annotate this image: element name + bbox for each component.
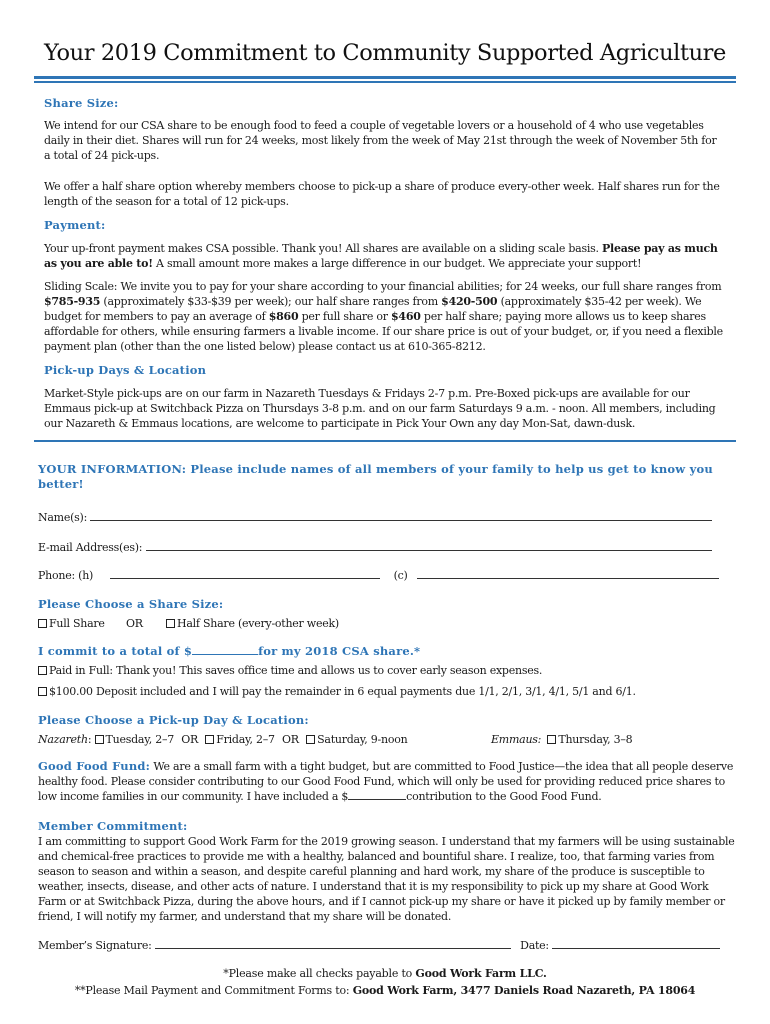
thursday-checkbox[interactable] bbox=[547, 735, 556, 744]
emmaus-label: Emmaus: bbox=[491, 733, 542, 746]
pickup-choice-row: Nazareth: Tuesday, 2–7 OR Friday, 2–7 OR Saturday, 9-noon bbox=[38, 733, 408, 746]
date-field[interactable] bbox=[552, 938, 720, 949]
phone-home-field[interactable] bbox=[110, 568, 380, 579]
share-size-text-1: We intend for our CSA share to be enough food to feed a couple of vegetable lovers or a household of 4 who use vegetables daily in their diet. Shares will run for 24 weeks, most likely from the week of May 21st through the week of November 5th for a total of 24 pick-ups. bbox=[44, 119, 717, 162]
pickup-or-2: OR bbox=[282, 733, 299, 746]
saturday-checkbox[interactable] bbox=[306, 735, 315, 744]
names-label: Name(s): bbox=[38, 511, 88, 524]
phone-row bbox=[38, 568, 719, 582]
email-field[interactable] bbox=[146, 540, 712, 551]
nazareth-label: Nazareth bbox=[38, 733, 88, 746]
emmaus-row bbox=[491, 733, 632, 746]
phone-home-label: Phone: (h) bbox=[38, 569, 94, 582]
paid-in-full-label: Paid in Full: Thank you! This saves office time and allows us to cover early season expenses. bbox=[49, 664, 543, 677]
payment-text-1: Your up-front payment makes CSA possible. Thank you! All shares are available on a sliding scale basis. Please pay as much as you are able to! A small amount more makes a large difference in our budget. We appreciate your support! bbox=[44, 242, 718, 270]
phone-cell-label: (c) bbox=[393, 569, 408, 582]
commit-heading: I commit to a total of $ for my 2018 CSA share.* bbox=[38, 644, 421, 658]
payment-heading: Payment: bbox=[44, 218, 106, 232]
your-info-heading: YOUR INFORMATION: Please include names of all members of your family to help us get to know you better! bbox=[38, 462, 713, 491]
good-food-heading: Good Food Fund: bbox=[38, 759, 151, 773]
deposit-label: $100.00 Deposit included and I will pay the remainder in 6 equal payments due 1/1, 2/1, 3/1, 4/1, 5/1 and 6/1. bbox=[49, 685, 636, 698]
deposit-row bbox=[38, 685, 636, 698]
member-text: I am committing to support Good Work Farm for the 2019 growing season. I understand that my farmers will be using sustainable and chemical-free practices to provide me with a healthy, balanced and bountiful share. I realize, too, that farming varies from season to season and within a season, and despite careful planning and hard work, my share of the produce is susceptible to weather, insects, disease, and other acts of nature. I understand that it is my responsibility to pick up my share at Good Work Farm or at Switchback Pizza, during the above hours, and if I cannot pick-up my share or have it picked up by family member or friend, I will notify my farmer, and understand that my share will be donated. bbox=[38, 835, 735, 923]
title-rule-thick bbox=[34, 76, 736, 79]
full-share-label: Full Share bbox=[49, 617, 105, 630]
signature-row bbox=[38, 938, 720, 952]
saturday-label: Saturday, 9-noon bbox=[317, 733, 408, 746]
half-share-checkbox[interactable] bbox=[166, 619, 175, 628]
thursday-label: Thursday, 3–8 bbox=[558, 733, 633, 746]
share-or-label: OR bbox=[125, 617, 143, 630]
sliding-scale-text: Sliding Scale: We invite you to pay for your share according to your financial abilities; for 24 weeks, our full share ranges from $785-935 (approximately $33-$39 per week); our half share ranges from $420-500 (approximately $35-42 per week). We budget for members to pay an average of $860 per full share or $460 per half share; paying more allows us to keep shares affordable for others, while ensuring farmers a livable income. If our share price is out of your budget, or, if you need a flexible payment plan (other than the one listed below) please contact us at 610-365-8212. bbox=[44, 280, 723, 353]
phone-cell-field[interactable] bbox=[417, 568, 719, 579]
full-share-checkbox[interactable] bbox=[38, 619, 47, 628]
email-row bbox=[38, 540, 712, 554]
date-label: Date: bbox=[520, 939, 549, 952]
title-rule-thin bbox=[34, 81, 736, 83]
share-choice-row bbox=[38, 617, 339, 630]
paid-in-full-row bbox=[38, 664, 542, 677]
tuesday-checkbox[interactable] bbox=[95, 735, 104, 744]
signature-label: Member’s Signature: bbox=[38, 939, 152, 952]
tuesday-label: Tuesday, 2–7 bbox=[105, 733, 174, 746]
share-size-heading: Share Size: bbox=[44, 96, 119, 110]
share-choice-heading: Please Choose a Share Size: bbox=[38, 597, 224, 611]
pickup-heading: Pick-up Days & Location bbox=[44, 363, 207, 377]
pickup-text: Market-Style pick-ups are on our farm in Nazareth Tuesdays & Fridays 2-7 p.m. Pre-Boxed pick-ups are available for our Emmaus pick-up at Switchback Pizza on Thursdays 3-8 p.m. and on our farm Saturdays 9 a.m. - noon. All members, including our Nazareth & Emmaus locations, are welcome to participate in Pick Your Own any day Mon-Sat, dawn-dusk. bbox=[44, 387, 716, 430]
deposit-checkbox[interactable] bbox=[38, 687, 47, 696]
email-label: E-mail Address(es): bbox=[38, 541, 143, 554]
page-title: Your 2019 Commitment to Community Supported Agriculture bbox=[44, 40, 726, 66]
share-size-text-2: We offer a half share option whereby members choose to pick-up a share of produce every-other week. Half shares run for the length of the season for a total of 12 pick-ups. bbox=[44, 180, 720, 208]
pickup-choice-heading: Please Choose a Pick-up Day & Location: bbox=[38, 713, 309, 727]
footer-checks: *Please make all checks payable to Good Work Farm LLC. bbox=[223, 967, 547, 980]
friday-checkbox[interactable] bbox=[205, 735, 214, 744]
pickup-or-1: OR bbox=[181, 733, 199, 746]
commit-amount-field[interactable] bbox=[192, 644, 258, 655]
good-food-fund-text: Good Food Fund: We are a small farm with a tight budget, but are committed to Food Justice—the idea that all people deserve healthy food. Please consider contributing to our Good Food Fund, which will only be used for providing reduced price shares to low income families in our community. I have included a $ contribution to the Good Food Fund. bbox=[38, 759, 734, 803]
half-share-label: Half Share (every-other week) bbox=[177, 617, 339, 630]
signature-field[interactable] bbox=[155, 938, 511, 949]
friday-label: Friday, 2–7 bbox=[216, 733, 275, 746]
member-heading: Member Commitment: bbox=[38, 819, 188, 833]
paid-in-full-checkbox[interactable] bbox=[38, 666, 47, 675]
good-food-amount-field[interactable] bbox=[348, 789, 406, 800]
names-row bbox=[38, 510, 712, 524]
names-field[interactable] bbox=[90, 510, 712, 521]
footer-mail: **Please Mail Payment and Commitment Forms to: Good Work Farm, 3477 Daniels Road Nazareth, PA 18064 bbox=[74, 984, 696, 997]
